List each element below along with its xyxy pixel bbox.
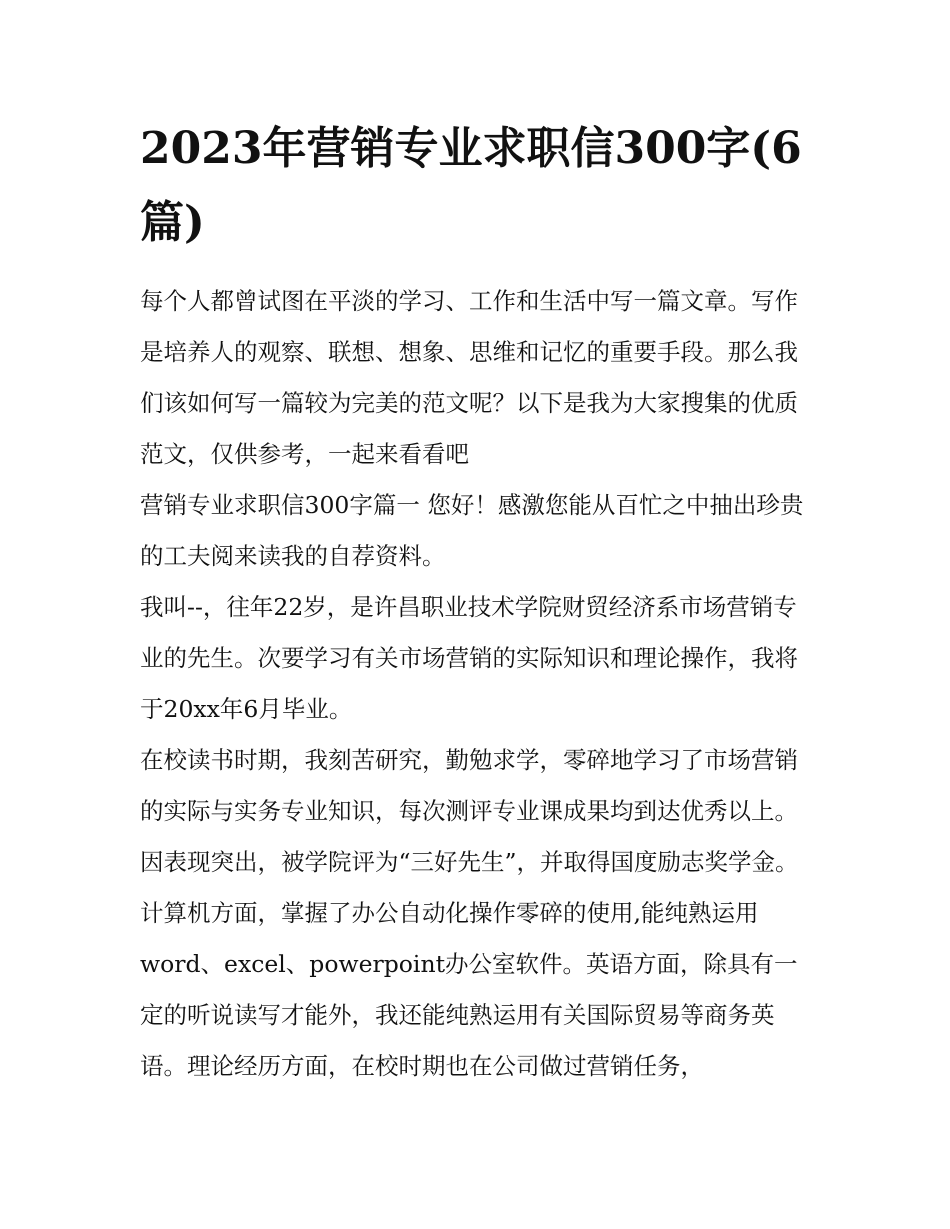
paragraph-intro: 每个人都曾试图在平淡的学习、工作和生活中写一篇文章。写作是培养人的观察、联想、想象、思维和记忆的重要手段。那么我们该如何写一篇较为完美的范文呢？以下是我为大家搜集的优质范文，仅供参考，一起来看看吧 xyxy=(140,287,798,468)
document-body xyxy=(140,276,812,1092)
document-title: 2023年营销专业求职信300字(6篇) xyxy=(140,123,802,248)
paragraph-greeting: 营销专业求职信300字篇一 您好！感激您能从百忙之中抽出珍贵的工夫阅来读我的自荐资料。 xyxy=(140,491,804,570)
paragraph-study-experience: 在校读书时期，我刻苦研究，勤勉求学，零碎地学习了市场营销的实际与实务专业知识，每次测评专业课成果均到达优秀以上。因表现突出，被学院评为“三好先生”，并取得国度励志奖学金。计算机方面，掌握了办公自动化操作零碎的使用,能纯熟运用word、excel、powerpoint办公室软件。英语方面，除具有一定的听说读写才能外，我还能纯熟运用有关国际贸易等商务英语。理论经历方面，在校时期也在公司做过营销任务， xyxy=(140,746,799,1080)
paragraph-self-introduction: 我叫--，往年22岁，是许昌职业技术学院财贸经济系市场营销专业的先生。次要学习有关市场营销的实际知识和理论操作，我将于20xx年6月毕业。 xyxy=(140,593,798,723)
